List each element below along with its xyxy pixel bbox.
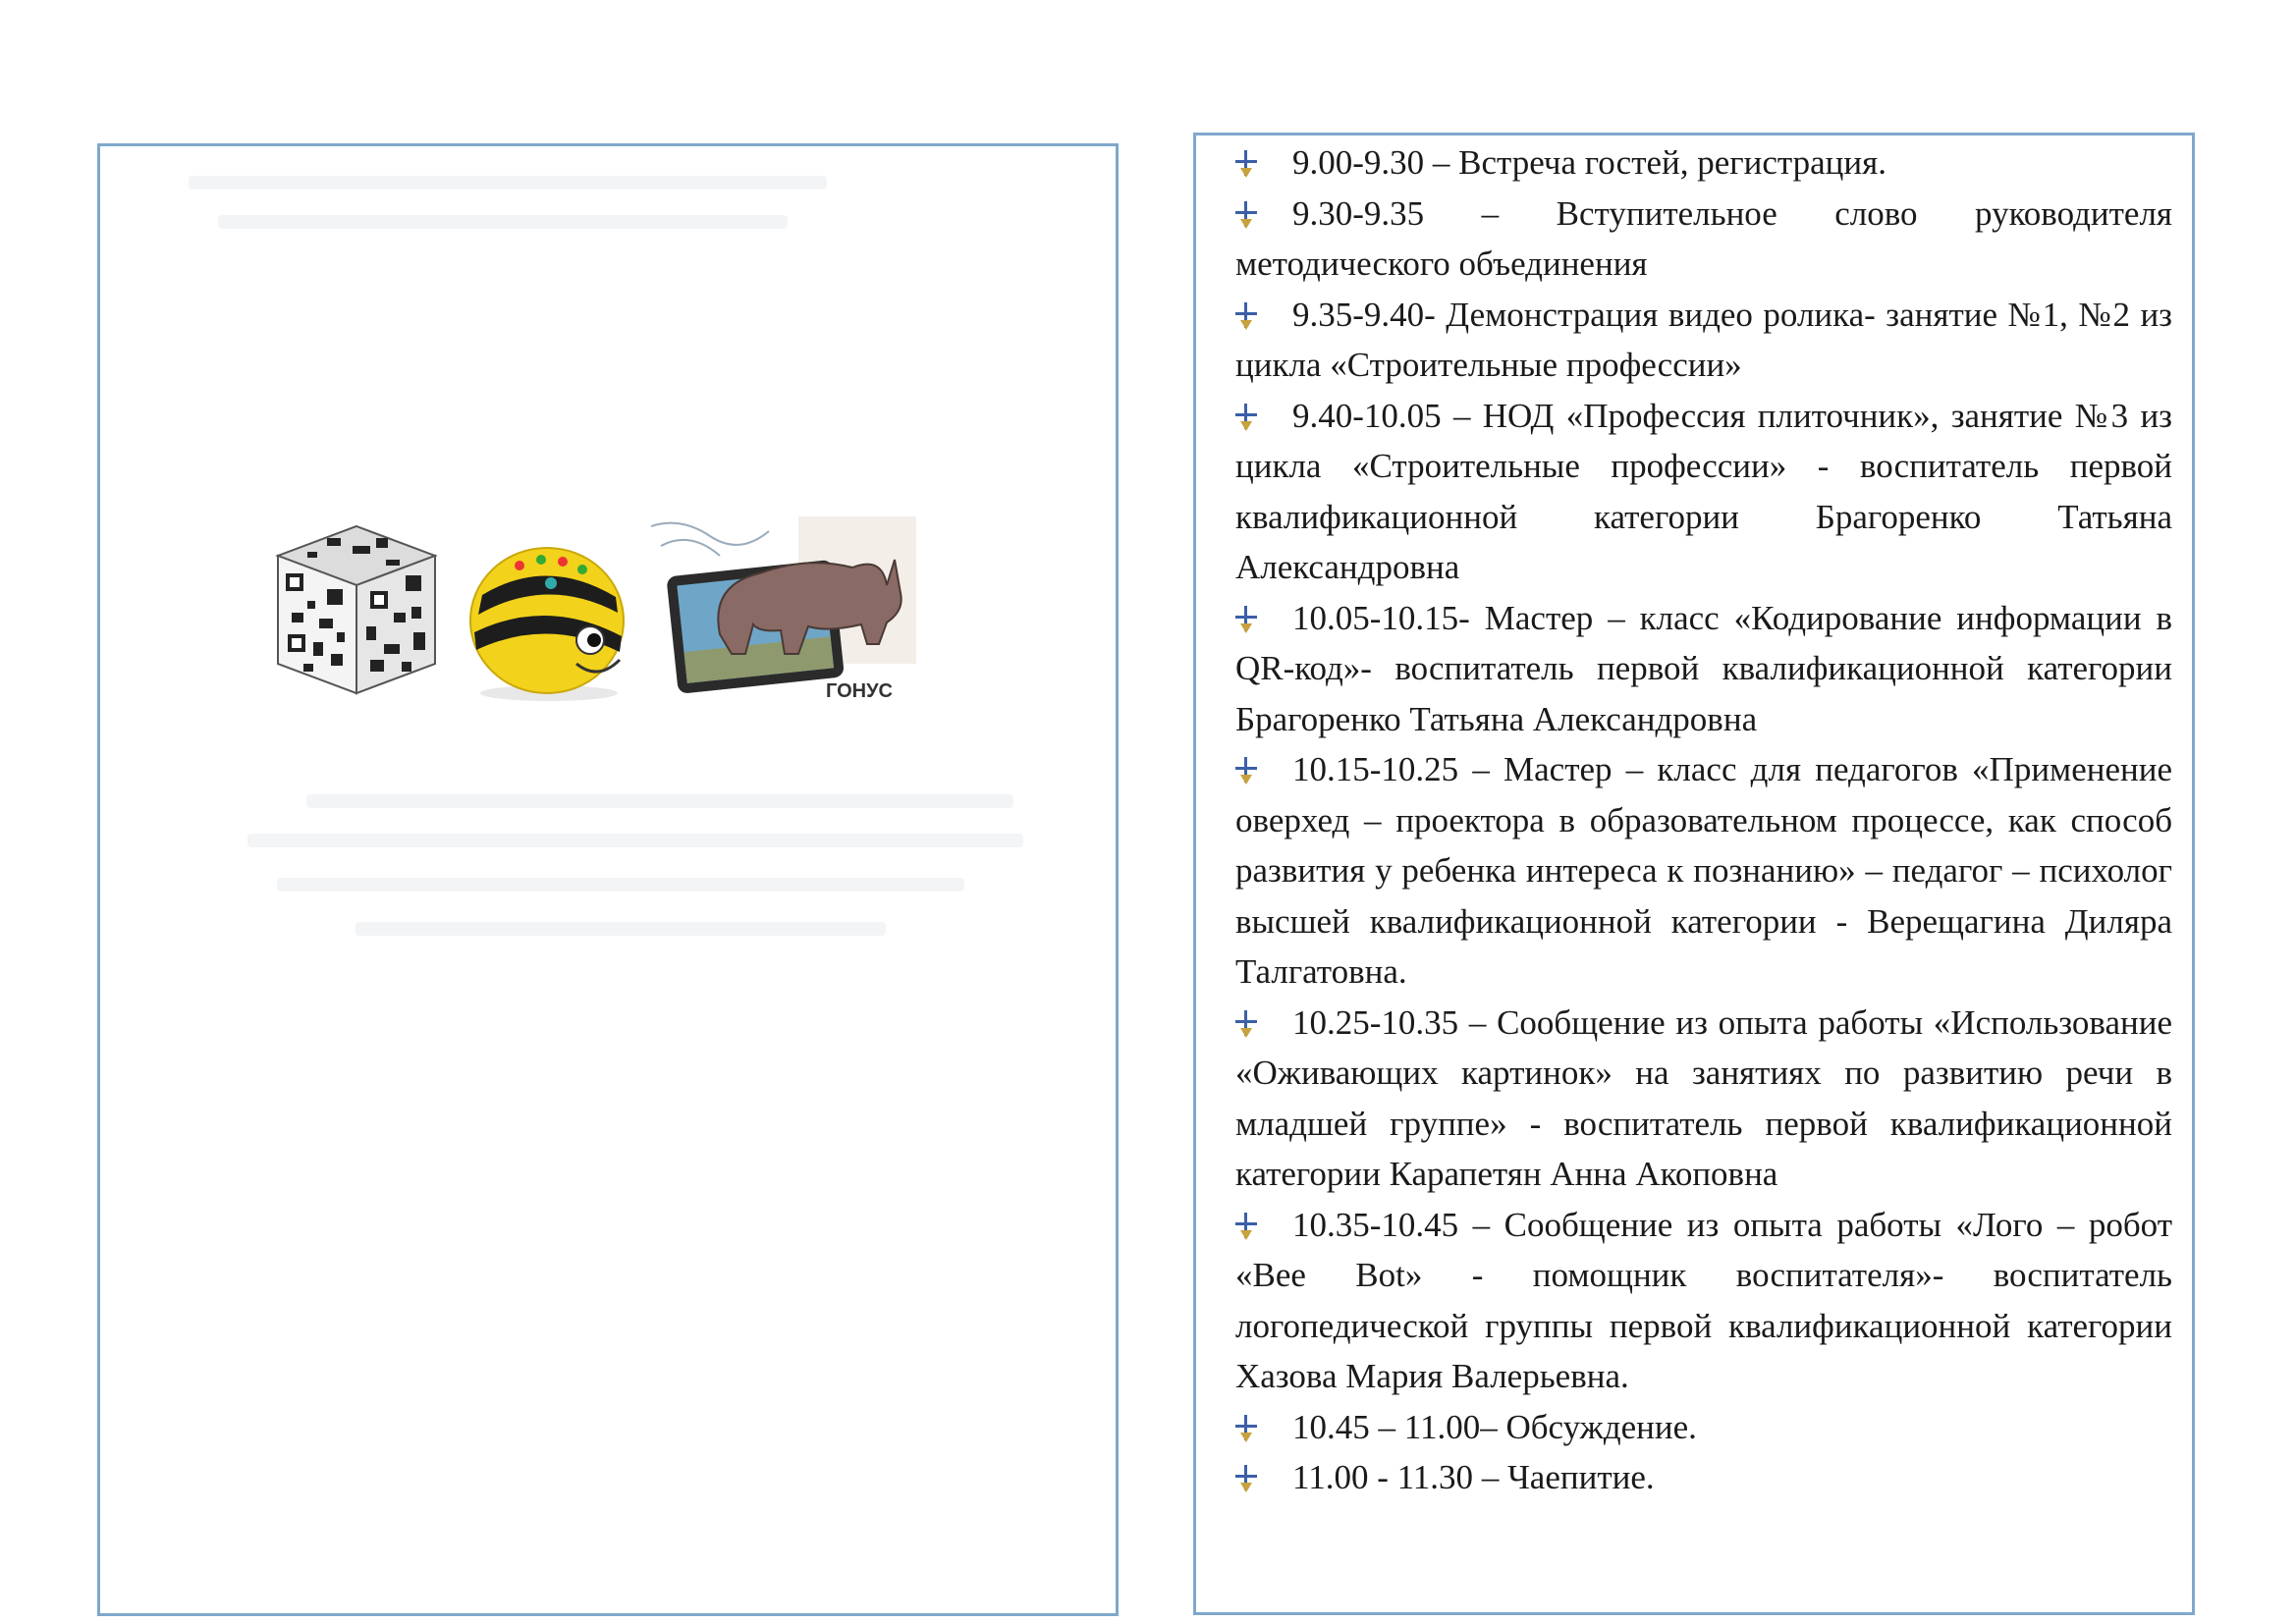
item-text: – Чаепитие. xyxy=(1481,1458,1655,1496)
arrow-bullet-icon xyxy=(1235,402,1257,431)
qr-code-cube-image xyxy=(268,516,445,703)
program-list xyxy=(1235,137,2172,1503)
item-time: 10.15-10.25 xyxy=(1292,750,1459,788)
left-page xyxy=(97,143,1119,1616)
item-time: 10.25-10.35 xyxy=(1292,1002,1459,1042)
program-page xyxy=(1193,133,2195,1615)
item-text: – Встреча гостей, регистрация. xyxy=(1432,143,1886,182)
item-time: 10.05-10.15- xyxy=(1292,598,1470,637)
program-item xyxy=(1235,391,2172,593)
augmented-reality-rhino-image xyxy=(651,516,916,703)
item-time: 9.00-9.30 xyxy=(1292,143,1425,182)
item-time: 11.00 - 11.30 xyxy=(1292,1458,1474,1496)
program-item xyxy=(1235,998,2172,1200)
arrow-bullet-icon xyxy=(1235,148,1257,178)
item-time: 10.45 – 11.00– xyxy=(1292,1407,1498,1446)
item-text: – Сообщение из опыта работы «Лого – робот «Bee Bot» - помощник воспитателя»- воспитатель логопедической группы первой квалификационной категории Хазова Мария Валерьевна. xyxy=(1235,1205,2172,1395)
item-text: Обсуждение. xyxy=(1505,1407,1697,1446)
arrow-bullet-icon xyxy=(1235,604,1257,633)
arrow-bullet-icon xyxy=(1235,1463,1257,1492)
item-text: – Вступительное слово руководителя методического объединения xyxy=(1235,193,2173,283)
arrow-bullet-icon xyxy=(1235,199,1257,229)
faint-bleed-line xyxy=(218,215,788,229)
ar-card-label: ГОНУС xyxy=(826,680,893,702)
program-item xyxy=(1235,744,2172,998)
program-item xyxy=(1235,1452,2172,1503)
arrow-bullet-icon xyxy=(1235,1211,1257,1240)
item-time: 9.30-9.35 xyxy=(1292,193,1425,233)
item-text: – Мастер – класс для педагогов «Применение оверхед – проектора в образовательном процессе, как способ развития у ребенка интереса к познанию» – педагог – психолог высшей квалификационной категории - Верещагина Диляра Талгатовна. xyxy=(1235,750,2172,991)
program-item xyxy=(1235,290,2172,391)
faint-bleed-line xyxy=(355,922,886,936)
item-text: – Сообщение из опыта работы «Использование «Оживающих картинок» на занятиях по развитию речи в младшей группе» - воспитатель первой квалификационной категории Карапетян Анна Акоповна xyxy=(1235,1002,2173,1193)
arrow-bullet-icon xyxy=(1235,1008,1257,1038)
program-item xyxy=(1235,1200,2172,1402)
bee-bot-robot-image xyxy=(461,526,637,703)
arrow-bullet-icon xyxy=(1235,755,1257,784)
item-text: Мастер – класс «Кодирование информации в QR-код»- воспитатель первой квалификационной категории Брагоренко Татьяна Александровна xyxy=(1235,598,2173,738)
arrow-bullet-icon xyxy=(1235,1413,1257,1442)
item-time: 9.35-9.40- xyxy=(1292,295,1436,334)
item-time: 9.40-10.05 xyxy=(1292,396,1442,435)
faint-bleed-line xyxy=(189,176,827,189)
program-item xyxy=(1235,137,2172,189)
item-text: – НОД «Профессия плиточник», занятие №3 из цикла «Строительные профессии» - воспитатель первой квалификационной категории Брагоренко Татьяна Александровна xyxy=(1235,396,2172,586)
illustrations-strip xyxy=(268,516,956,713)
item-text: Демонстрация видео ролика- занятие №1, №2 из цикла «Строительные профессии» xyxy=(1235,295,2172,384)
arrow-bullet-icon xyxy=(1235,300,1257,330)
program-item xyxy=(1235,1402,2172,1453)
faint-bleed-line xyxy=(247,834,1023,847)
faint-bleed-line xyxy=(277,878,964,892)
faint-bleed-line xyxy=(306,794,1013,808)
item-time: 10.35-10.45 xyxy=(1292,1205,1459,1244)
program-item xyxy=(1235,593,2172,745)
program-item xyxy=(1235,189,2172,290)
